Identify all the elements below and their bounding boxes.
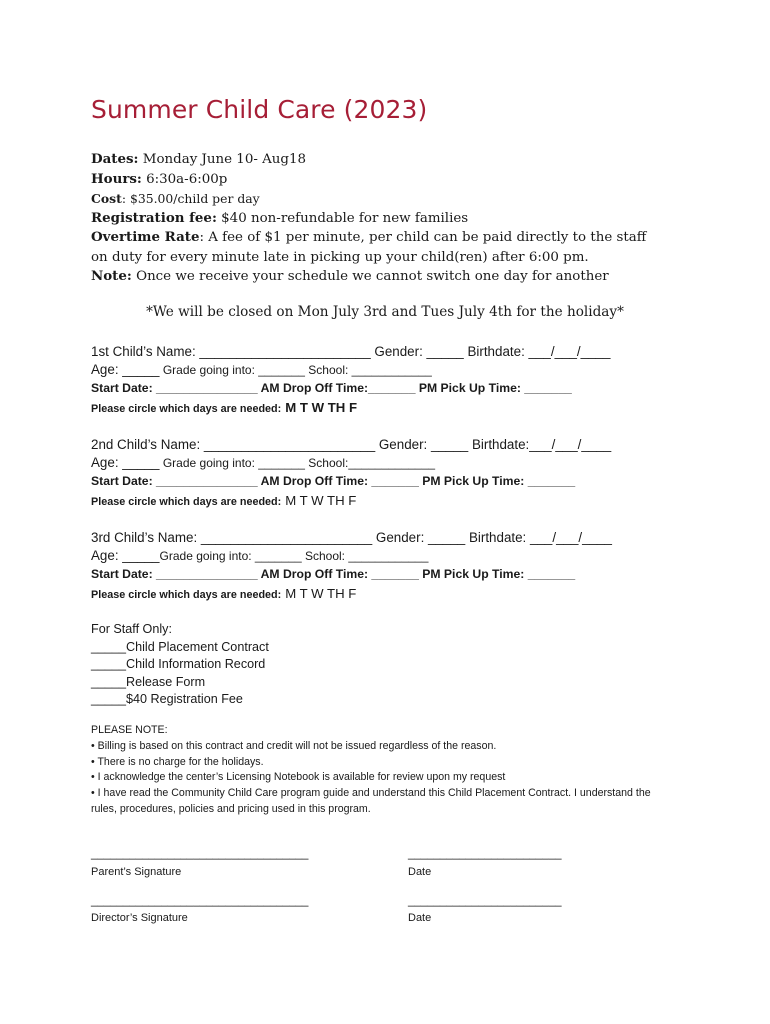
staff-only-heading: For Staff Only: bbox=[91, 622, 172, 636]
child-start-drop-pick-line: Start Date: _______________ AM Drop Off Time: _______ PM Pick Up Time: _______ bbox=[91, 567, 576, 581]
holiday-closure-notice: *We will be closed on Mon July 3rd and Tues July 4th for the holiday* bbox=[146, 304, 624, 320]
registration-fee-label: Registration fee: bbox=[91, 209, 217, 226]
child-days-line bbox=[91, 584, 711, 603]
child-age-field: Age: _____ bbox=[91, 548, 160, 563]
child-start-drop-pick-line: Start Date: _______________ AM Drop Off Time: _______ PM Pick Up Time: _______ bbox=[91, 474, 576, 488]
please-note-heading: PLEASE NOTE: bbox=[91, 724, 168, 736]
overtime-value-line2: on duty for every minute late in picking up your child(ren) after 6:00 pm. bbox=[91, 249, 589, 265]
note-label: Note: bbox=[91, 268, 132, 284]
cost-label: Cost bbox=[91, 191, 122, 206]
days-needed-label: Please circle which days are needed: bbox=[91, 589, 282, 601]
child-age-field: Age: _____ bbox=[91, 455, 160, 470]
child-start-drop-pick-line: Start Date: _______________ AM Drop Off Time:_______ PM Pick Up Time: _______ bbox=[91, 381, 572, 395]
child-age-grade-school-line bbox=[91, 454, 711, 472]
page-title: Summer Child Care (2023) bbox=[91, 95, 428, 124]
staff-checklist-item: _____Child Placement Contract bbox=[91, 639, 269, 654]
please-note-section bbox=[91, 723, 651, 818]
child-2-section bbox=[91, 435, 711, 510]
note-bullet: • I have read the Community Child Care program guide and understand this Child Placement Contract. I understand the rules, procedures, policies and pricing used in this program. bbox=[91, 787, 651, 815]
staff-checklist-item: _____Child Information Record bbox=[91, 657, 266, 671]
child-name-gender-birthdate-line: 3rd Child’s Name: _______________________ Gender: _____ Birthdate: ___/___/____ bbox=[91, 530, 612, 545]
dates-row bbox=[91, 150, 691, 170]
hours-value: 6:30a-6:00p bbox=[141, 171, 228, 187]
parent-signature-line: __________________________________ bbox=[91, 848, 309, 860]
days-needed-label: Please circle which days are needed: bbox=[91, 403, 282, 415]
staff-checklist-item: _____$40 Registration Fee bbox=[91, 692, 243, 706]
child-age-grade-school-line bbox=[91, 361, 711, 379]
dates-label: Dates: bbox=[91, 151, 139, 167]
overtime-value-line1: : A fee of $1 per minute, per child can be paid directly to the staff bbox=[199, 230, 647, 245]
note-bullet: • There is no charge for the holidays. bbox=[91, 755, 264, 768]
cost-value: : $35.00/child per day bbox=[121, 191, 260, 206]
date-label: Date bbox=[408, 912, 432, 924]
hours-label: Hours: bbox=[91, 170, 142, 187]
registration-fee-value: $40 non-refundable for new families bbox=[216, 210, 469, 226]
child-grade-school-field: Grade going into: _______ School: ____________ bbox=[159, 363, 432, 377]
overtime-label: Overtime Rate bbox=[91, 229, 200, 245]
date-label: Date bbox=[408, 866, 432, 878]
days-options: M T W TH F bbox=[285, 493, 357, 508]
note-bullet: • I acknowledge the center’s Licensing Notebook is available for review upon my request bbox=[91, 771, 506, 784]
date-line: ________________________ bbox=[408, 848, 562, 860]
staff-only-section bbox=[91, 621, 269, 709]
days-needed-label: Please circle which days are needed: bbox=[91, 496, 282, 508]
child-3-section bbox=[91, 528, 711, 603]
child-days-line bbox=[91, 398, 711, 417]
note-bullet: • Billing is based on this contract and credit will not be issued regardless of the reason. bbox=[91, 739, 497, 752]
child-days-line bbox=[91, 491, 711, 510]
program-info bbox=[91, 150, 691, 287]
days-options: M T W TH F bbox=[285, 586, 357, 601]
staff-checklist-item: _____Release Form bbox=[91, 674, 206, 689]
hours-row bbox=[91, 170, 691, 190]
director-signature-label: Director’s Signature bbox=[91, 912, 188, 924]
note-row bbox=[91, 267, 691, 287]
director-signature-line: __________________________________ bbox=[91, 895, 309, 907]
child-name-gender-birthdate-line: 2nd Child’s Name: _______________________ Gender: _____ Birthdate:___/___/____ bbox=[91, 437, 612, 452]
child-grade-school-field: Grade going into: _______ School:_____________ bbox=[159, 456, 436, 470]
child-age-grade-school-line bbox=[91, 547, 711, 565]
overtime-row bbox=[91, 228, 691, 248]
note-value: Once we receive your schedule we cannot switch one day for another bbox=[131, 269, 609, 284]
child-grade-school-field: Grade going into: _______ School: ____________ bbox=[159, 549, 429, 563]
registration-fee-row bbox=[91, 209, 691, 229]
dates-value: Monday June 10- Aug18 bbox=[138, 152, 307, 167]
parent-signature-label: Parent’s Signature bbox=[91, 866, 182, 878]
cost-row bbox=[91, 189, 691, 209]
child-age-field: Age: _____ bbox=[91, 362, 160, 377]
date-line: ________________________ bbox=[408, 895, 562, 907]
child-name-gender-birthdate-line: 1st Child’s Name: _______________________ Gender: _____ Birthdate: ___/___/____ bbox=[91, 344, 611, 359]
child-1-section bbox=[91, 342, 711, 417]
overtime-row-continued bbox=[91, 248, 691, 268]
days-options: M T W TH F bbox=[285, 400, 358, 415]
